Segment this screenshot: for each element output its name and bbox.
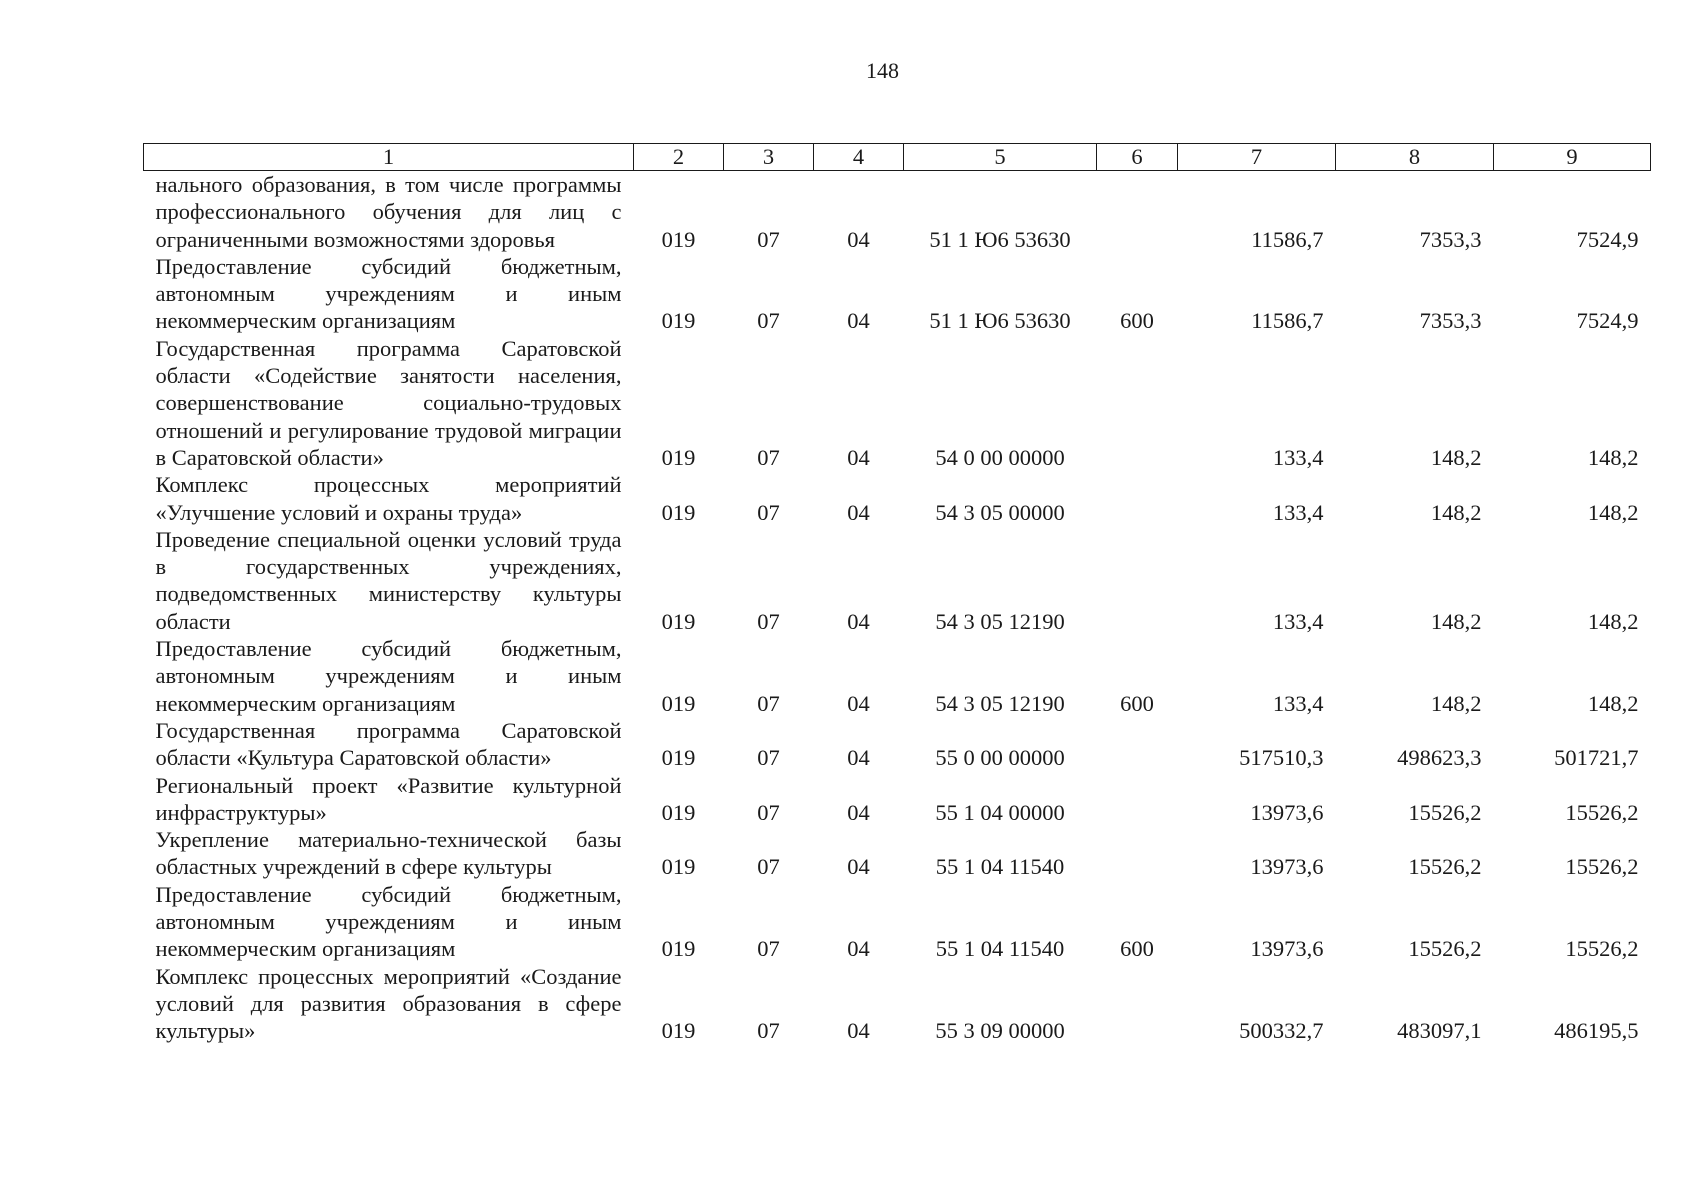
row-subsection-code: 04 <box>847 308 870 334</box>
row-expense-type-code: 600 <box>1120 308 1154 334</box>
row-ministry-code: 019 <box>661 936 696 962</box>
header-col-3: 3 <box>724 144 814 171</box>
row-target-article-code: 54 3 05 12190 <box>935 690 1065 716</box>
row-ministry-code: 019 <box>661 226 696 252</box>
row-name: Предоставление субсидий бюджетным, автономным учреждениям и иным некоммерческим организациям <box>155 636 622 716</box>
row-section-code: 07 <box>757 499 780 525</box>
row-subsection-code: 04 <box>847 499 870 525</box>
page-number: 148 <box>866 58 899 83</box>
header-col-5: 5 <box>904 144 1097 171</box>
row-section-code: 07 <box>757 1018 780 1044</box>
row-ministry-code: 019 <box>661 799 696 825</box>
row-subsection-code: 04 <box>847 608 870 634</box>
row-amount-col-8: 148,2 <box>1430 444 1482 470</box>
row-amount-col-9: 15526,2 <box>1565 936 1639 962</box>
row-expense-type-code <box>1097 963 1178 1045</box>
row-amount-col-7: 133,4 <box>1272 499 1324 525</box>
row-subsection-code: 04 <box>847 226 870 252</box>
row-amount-col-7: 11586,7 <box>1251 308 1324 334</box>
table-row <box>144 171 1651 253</box>
row-name: Проведение специальной оценки условий труда в государственных учреждениях, подведомственных министерству культуры области <box>155 526 622 634</box>
row-amount-col-8: 483097,1 <box>1397 1018 1482 1044</box>
row-amount-col-7: 133,4 <box>1272 444 1324 470</box>
row-subsection-code: 04 <box>847 936 870 962</box>
table-row <box>144 635 1651 717</box>
row-amount-col-9: 7524,9 <box>1576 226 1639 252</box>
row-amount-col-7: 133,4 <box>1272 608 1324 634</box>
row-target-article-code: 54 3 05 00000 <box>935 499 1065 525</box>
row-amount-col-9: 501721,7 <box>1554 745 1639 771</box>
row-expense-type-code <box>1097 335 1178 471</box>
row-amount-col-9: 148,2 <box>1587 499 1639 525</box>
table-header <box>144 144 1651 171</box>
row-amount-col-9: 15526,2 <box>1565 799 1639 825</box>
row-name: Предоставление субсидий бюджетным, автономным учреждениям и иным некоммерческим организациям <box>155 253 622 334</box>
header-col-4: 4 <box>814 144 904 171</box>
row-ministry-code: 019 <box>661 608 696 634</box>
header-col-8: 8 <box>1336 144 1494 171</box>
row-amount-col-9: 15526,2 <box>1565 854 1639 880</box>
row-amount-col-7: 500332,7 <box>1239 1018 1324 1044</box>
row-amount-col-9: 148,2 <box>1587 444 1639 470</box>
table-row <box>144 335 1651 471</box>
row-expense-type-code: 600 <box>1120 690 1154 716</box>
row-section-code: 07 <box>757 745 780 771</box>
row-expense-type-code <box>1097 471 1178 526</box>
row-name: Комплекс процессных мероприятий «Создание условий для развития образования в сфере культуры» <box>155 963 622 1044</box>
row-subsection-code: 04 <box>847 444 870 470</box>
row-name: нального образования, в том числе программы профессионального обучения для лиц с ограниченными возможностями здоровья <box>155 172 622 252</box>
row-ministry-code: 019 <box>661 690 696 716</box>
row-subsection-code: 04 <box>847 799 870 825</box>
row-name: Государственная программа Саратовской области «Культура Саратовской области» <box>155 717 622 771</box>
row-amount-col-9: 148,2 <box>1587 608 1639 634</box>
row-amount-col-7: 11586,7 <box>1251 226 1324 252</box>
table-row <box>144 717 1651 772</box>
row-amount-col-8: 7353,3 <box>1419 308 1482 334</box>
row-target-article-code: 55 1 04 00000 <box>935 799 1065 825</box>
row-name: Предоставление субсидий бюджетным, автономным учреждениям и иным некоммерческим организациям <box>155 881 622 962</box>
table-row <box>144 253 1651 335</box>
table-row <box>144 881 1651 963</box>
row-name: Государственная программа Саратовской области «Содействие занятости населения, совершенствование социально-трудовых отношений и регулирование трудовой миграции в Саратовской области» <box>155 335 622 470</box>
row-expense-type-code <box>1097 526 1178 635</box>
row-target-article-code: 55 1 04 11540 <box>935 854 1065 880</box>
row-amount-col-8: 15526,2 <box>1408 799 1482 825</box>
table-row <box>144 826 1651 881</box>
row-amount-col-8: 148,2 <box>1430 608 1482 634</box>
header-row <box>144 144 1651 171</box>
table-row <box>144 772 1651 827</box>
row-target-article-code: 55 1 04 11540 <box>935 936 1065 962</box>
row-section-code: 07 <box>757 226 780 252</box>
row-target-article-code: 51 1 Ю6 53630 <box>929 226 1071 252</box>
row-section-code: 07 <box>757 308 780 334</box>
budget-table <box>143 143 1651 1045</box>
row-section-code: 07 <box>757 799 780 825</box>
row-name: Укрепление материально-технической базы областных учреждений в сфере культуры <box>155 827 622 880</box>
row-name: Комплекс процессных мероприятий «Улучшение условий и охраны труда» <box>155 472 622 525</box>
row-subsection-code: 04 <box>847 854 870 880</box>
row-subsection-code: 04 <box>847 745 870 771</box>
row-amount-col-7: 13973,6 <box>1250 799 1324 825</box>
row-ministry-code: 019 <box>661 1018 696 1044</box>
row-ministry-code: 019 <box>661 444 696 470</box>
row-amount-col-9: 7524,9 <box>1576 308 1639 334</box>
row-amount-col-8: 15526,2 <box>1408 854 1482 880</box>
row-section-code: 07 <box>757 608 780 634</box>
row-section-code: 07 <box>757 854 780 880</box>
table-row <box>144 526 1651 635</box>
row-amount-col-8: 148,2 <box>1430 690 1482 716</box>
table-row <box>144 963 1651 1045</box>
row-expense-type-code <box>1097 826 1178 881</box>
row-amount-col-8: 7353,3 <box>1419 226 1482 252</box>
row-amount-col-8: 15526,2 <box>1408 936 1482 962</box>
row-ministry-code: 019 <box>661 745 696 771</box>
row-target-article-code: 54 0 00 00000 <box>935 444 1065 470</box>
row-section-code: 07 <box>757 690 780 716</box>
row-amount-col-8: 498623,3 <box>1397 745 1482 771</box>
row-ministry-code: 019 <box>661 499 696 525</box>
table-row <box>144 471 1651 526</box>
budget-table-container <box>143 143 1650 1045</box>
row-target-article-code: 55 0 00 00000 <box>935 745 1065 771</box>
header-col-2: 2 <box>634 144 724 171</box>
row-expense-type-code <box>1097 772 1178 827</box>
row-expense-type-code <box>1097 171 1178 253</box>
header-col-6: 6 <box>1097 144 1178 171</box>
row-amount-col-8: 148,2 <box>1430 499 1482 525</box>
header-col-7: 7 <box>1178 144 1336 171</box>
header-col-1: 1 <box>144 144 634 171</box>
row-target-article-code: 54 3 05 12190 <box>935 608 1065 634</box>
row-section-code: 07 <box>757 936 780 962</box>
row-target-article-code: 55 3 09 00000 <box>935 1018 1065 1044</box>
row-amount-col-9: 486195,5 <box>1554 1018 1639 1044</box>
row-ministry-code: 019 <box>661 854 696 880</box>
row-ministry-code: 019 <box>661 308 696 334</box>
table-body <box>144 171 1651 1045</box>
row-target-article-code: 51 1 Ю6 53630 <box>929 308 1071 334</box>
row-amount-col-7: 13973,6 <box>1250 936 1324 962</box>
row-amount-col-9: 148,2 <box>1587 690 1639 716</box>
row-expense-type-code <box>1097 717 1178 772</box>
row-amount-col-7: 133,4 <box>1272 690 1324 716</box>
row-name: Региональный проект «Развитие культурной инфраструктуры» <box>155 772 622 825</box>
row-section-code: 07 <box>757 444 780 470</box>
row-amount-col-7: 13973,6 <box>1250 854 1324 880</box>
row-subsection-code: 04 <box>847 690 870 716</box>
header-col-9: 9 <box>1494 144 1651 171</box>
row-amount-col-7: 517510,3 <box>1239 745 1324 771</box>
row-subsection-code: 04 <box>847 1018 870 1044</box>
row-expense-type-code: 600 <box>1120 936 1154 962</box>
